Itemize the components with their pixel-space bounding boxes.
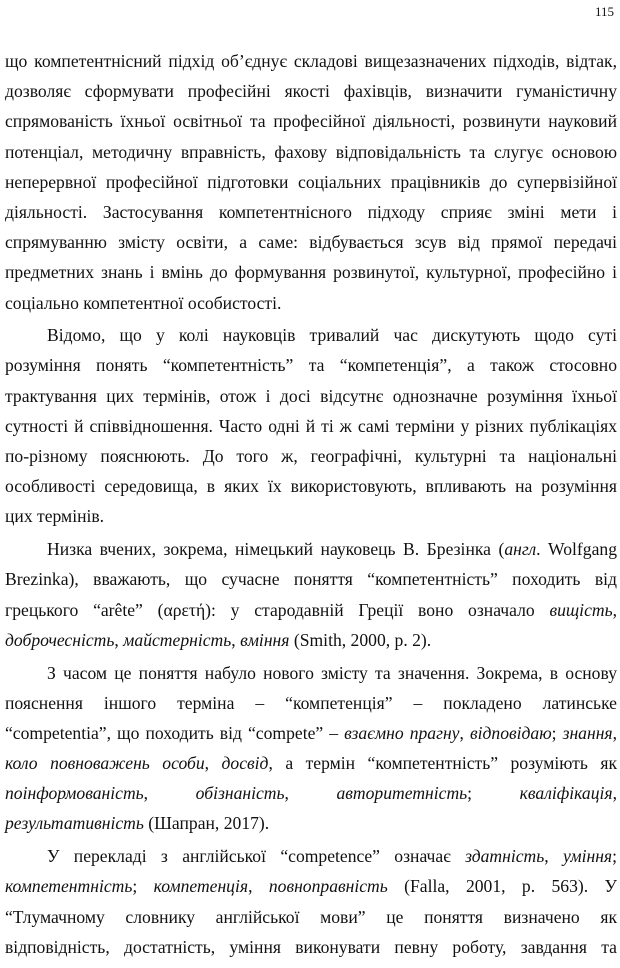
text-line <box>5 471 617 501</box>
text-run: цих термінів. <box>5 506 105 527</box>
text-run: грецького “arête” (αρετή): у стародавній Греції воно означало <box>5 599 550 620</box>
text-line <box>5 501 617 531</box>
text-run: неперервної професійної підготовки соціальних працівників до супервізійної <box>5 171 617 192</box>
italic-term: здатність <box>465 846 545 867</box>
text-run: (Smith, 2000, p. 2). <box>289 629 432 650</box>
italic-term: англ <box>504 539 537 560</box>
text-line <box>5 76 617 106</box>
paragraph <box>5 320 617 531</box>
text-run: , а термін “компетентність” розуміють як <box>268 753 617 774</box>
text-run: розуміння понять “компетентність” та “компетенція”, а також стосовно <box>5 355 617 376</box>
text-run: особливості середовища, в яких їх використовують, впливають на розуміння <box>5 476 617 497</box>
text-line <box>5 381 617 411</box>
text-line <box>5 227 617 257</box>
text-run: по-різному пояснюють. До того ж, географічні, культурні та національні <box>5 446 617 467</box>
text-line <box>5 595 617 625</box>
italic-term: досвід <box>221 753 269 774</box>
text-run: , <box>459 722 470 743</box>
italic-term: обізнаність <box>195 783 285 804</box>
text-line <box>5 137 617 167</box>
italic-term: поінформованість <box>5 783 144 804</box>
text-run: пояснення іншого терміна – “компетенція” – покладено латинське <box>5 692 617 713</box>
italic-term: уміння <box>562 846 613 867</box>
text-run: (Falla, 2001, p. 563). У <box>387 876 617 897</box>
italic-term: результативність <box>5 813 144 834</box>
text-run: “competentia”, що походить від “compete” – <box>5 722 345 743</box>
text-line <box>5 688 617 718</box>
text-line <box>5 748 617 778</box>
text-run: “Тлумачному словнику англійської мови” це поняття визначено як <box>5 906 617 927</box>
text-run: ; <box>612 846 617 867</box>
text-line <box>5 288 617 318</box>
italic-term: компетенція <box>153 876 249 897</box>
body-text <box>5 46 617 962</box>
text-run: предметних знань і вмінь до формування розвинутої, культурної, професійно і <box>5 262 617 283</box>
page-number: 115 <box>594 4 614 19</box>
italic-term: компетентність <box>5 876 133 897</box>
text-run: сутності й співвідношення. Часто одні й ті ж самі терміни у різних публікаціях <box>5 415 617 436</box>
italic-term: майстерність <box>123 629 232 650</box>
text-run: ; <box>132 876 154 897</box>
paragraph <box>5 658 617 839</box>
text-line <box>5 350 617 380</box>
text-run: , <box>612 783 617 804</box>
paragraph <box>5 841 617 962</box>
text-run: З часом це поняття набуло нового змісту та значення. Зокрема, в основу <box>47 662 617 683</box>
text-run: Низка вчених, зокрема, німецький науковець В. Брезінка ( <box>47 539 505 560</box>
italic-term: вищість <box>549 599 613 620</box>
text-run: , <box>612 599 617 620</box>
text-run: що компетентнісний підхід об’єднує складові вищезазначених підходів, відтак, <box>5 51 617 71</box>
text-run: трактування цих термінів, отож і досі відсутнє однозначне розуміння їхньої <box>5 385 617 406</box>
text-run: дозволяє сформувати професійні якості фахівців, визначити гуманістичну <box>5 81 617 102</box>
italic-term: авторитетність <box>336 783 468 804</box>
text-line <box>5 564 617 594</box>
text-line <box>5 257 617 287</box>
text-run: , <box>544 846 563 867</box>
text-line <box>5 46 617 76</box>
text-line <box>5 167 617 197</box>
text-line <box>5 197 617 227</box>
text-run: , <box>612 722 618 743</box>
text-line <box>5 808 617 838</box>
text-run: Brezinka), вважають, що сучасне поняття “компетентність” походить від <box>5 569 617 590</box>
text-line <box>5 411 617 441</box>
text-line <box>5 534 617 564</box>
text-run: діяльності. Застосування компетентнісного підходу сприяє зміні мети і <box>5 201 617 222</box>
text-line <box>5 106 617 136</box>
text-run: , <box>284 783 337 804</box>
text-run: потенціал, методичну вправність, фахову відповідальність та слугує основою <box>5 141 617 162</box>
italic-term: коло повноважень особи <box>5 753 205 774</box>
text-line <box>5 932 617 962</box>
italic-term: відповідаю <box>469 722 552 743</box>
text-run: ; <box>467 783 520 804</box>
text-run: спрямованість їхньої освітньої та професійної діяльності, розвинути науковий <box>5 111 617 132</box>
text-run: соціально компетентної особистості. <box>5 292 282 313</box>
italic-term: доброчесність <box>5 629 115 650</box>
italic-term: знання <box>562 722 613 743</box>
paragraph <box>5 534 617 655</box>
italic-term: кваліфікація <box>519 783 613 804</box>
text-run: , <box>231 629 241 650</box>
text-line <box>5 320 617 350</box>
italic-term: вміння <box>240 629 290 650</box>
text-run: . Wolfgang <box>536 539 617 560</box>
text-line <box>5 441 617 471</box>
text-run: ; <box>551 722 563 743</box>
text-run: відповідність, достатність, уміння виконувати певну роботу, завдання та <box>5 936 617 957</box>
text-run: У перекладі з англійської “competence” означає <box>47 846 466 867</box>
text-line <box>5 778 617 808</box>
text-run: , <box>143 783 196 804</box>
text-run: , <box>114 629 124 650</box>
text-line <box>5 625 617 655</box>
text-run: , <box>248 876 269 897</box>
text-line <box>5 841 617 871</box>
text-line <box>5 658 617 688</box>
text-run: спрямуванню змісту освіти, а саме: відбувається зсув від прямої передачі <box>5 232 617 253</box>
italic-term: повноправність <box>268 876 388 897</box>
paragraph <box>5 46 617 318</box>
text-line <box>5 718 617 748</box>
text-run: Відомо, що у колі науковців тривалий час дискутують щодо суті <box>47 325 617 346</box>
text-line <box>5 902 617 932</box>
italic-term: взаємно прагну <box>344 722 460 743</box>
text-line <box>5 871 617 901</box>
text-run: (Шапран, 2017). <box>143 813 270 834</box>
text-run: , <box>204 753 222 774</box>
